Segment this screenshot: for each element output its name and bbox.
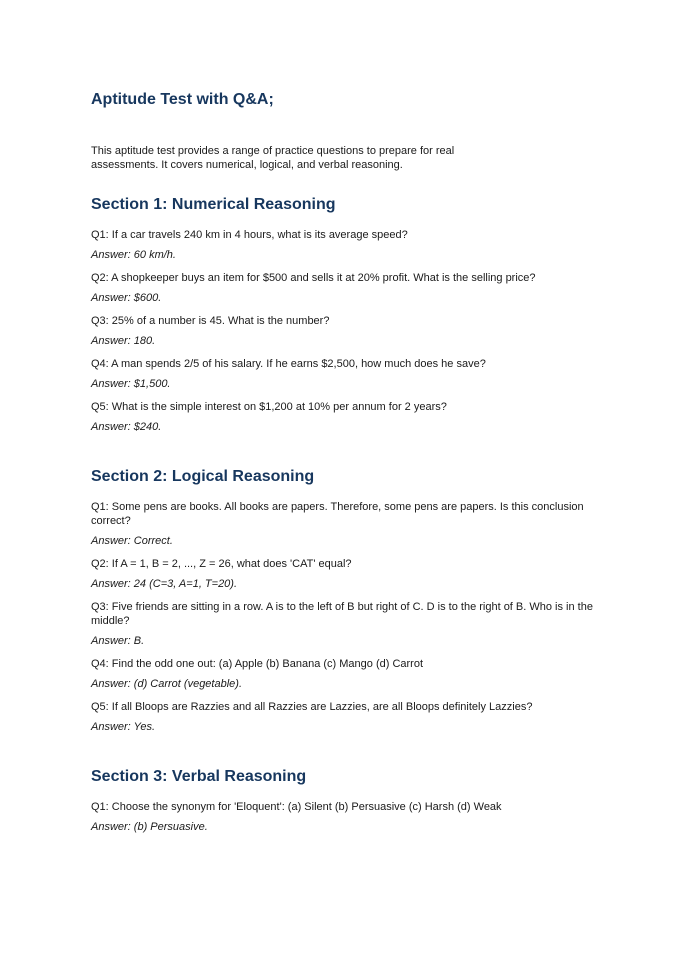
intro-paragraph: This aptitude test provides a range of practice questions to prepare for real assessments. It covers numerical, logical, and verbal reasoning. [91,145,455,171]
question-text: Q4: Find the odd one out: (a) Apple (b) Banana (c) Mango (d) Carrot [91,658,424,670]
answer-text: Answer: 180. [91,335,156,347]
question-text: Q4: A man spends 2/5 of his salary. If he earns $2,500, how much does he save? [91,358,486,370]
section-title: Section 2: Logical Reasoning [91,468,315,485]
qa-item [91,228,611,262]
answer-text: Answer: $240. [91,421,162,433]
qa-item [91,271,611,305]
answer-text: Answer: 60 km/h. [91,249,176,261]
answer-text: Answer: $1,500. [91,378,171,390]
question-text: Q3: 25% of a number is 45. What is the number? [91,315,330,327]
question-text: Q3: Five friends are sitting in a row. A is to the left of B but right of C. D is to the right of B. Who is in the middle? [91,601,593,627]
section-title: Section 1: Numerical Reasoning [91,196,336,213]
question-text: Q5: If all Bloops are Razzies and all Razzies are Lazzies, are all Bloops definitely Lazzies? [91,701,533,713]
qa-item [91,657,611,691]
qa-item [91,800,611,834]
question-text: Q2: A shopkeeper buys an item for $500 and sells it at 20% profit. What is the selling price? [91,272,536,284]
qa-item [91,600,611,648]
question-text: Q5: What is the simple interest on $1,200 at 10% per annum for 2 years? [91,401,447,413]
section-verbal-reasoning [91,767,611,834]
qa-list [91,500,611,734]
qa-item [91,314,611,348]
answer-text: Answer: (b) Persuasive. [91,821,208,833]
answer-text: Answer: Yes. [91,721,155,733]
qa-item [91,557,611,591]
answer-text: Answer: (d) Carrot (vegetable). [91,678,242,690]
question-text: Q1: Some pens are books. All books are papers. Therefore, some pens are papers. Is this conclusion correct? [91,501,584,527]
question-text: Q1: Choose the synonym for 'Eloquent': (a) Silent (b) Persuasive (c) Harsh (d) Weak [91,801,502,813]
document-content [91,90,611,843]
answer-text: Answer: 24 (C=3, A=1, T=20). [91,578,238,590]
answer-text: Answer: B. [91,635,145,647]
document-title: Aptitude Test with Q&A; [91,91,274,108]
section-numerical-reasoning [91,195,611,434]
section-title: Section 3: Verbal Reasoning [91,768,307,785]
qa-item [91,700,611,734]
answer-text: Answer: $600. [91,292,162,304]
qa-list [91,800,611,834]
question-text: Q2: If A = 1, B = 2, ..., Z = 26, what does 'CAT' equal? [91,558,352,570]
qa-item [91,400,611,434]
qa-item [91,500,611,548]
question-text: Q1: If a car travels 240 km in 4 hours, what is its average speed? [91,229,408,241]
section-logical-reasoning [91,467,611,734]
answer-text: Answer: Correct. [91,535,173,547]
qa-item [91,357,611,391]
qa-list [91,228,611,434]
